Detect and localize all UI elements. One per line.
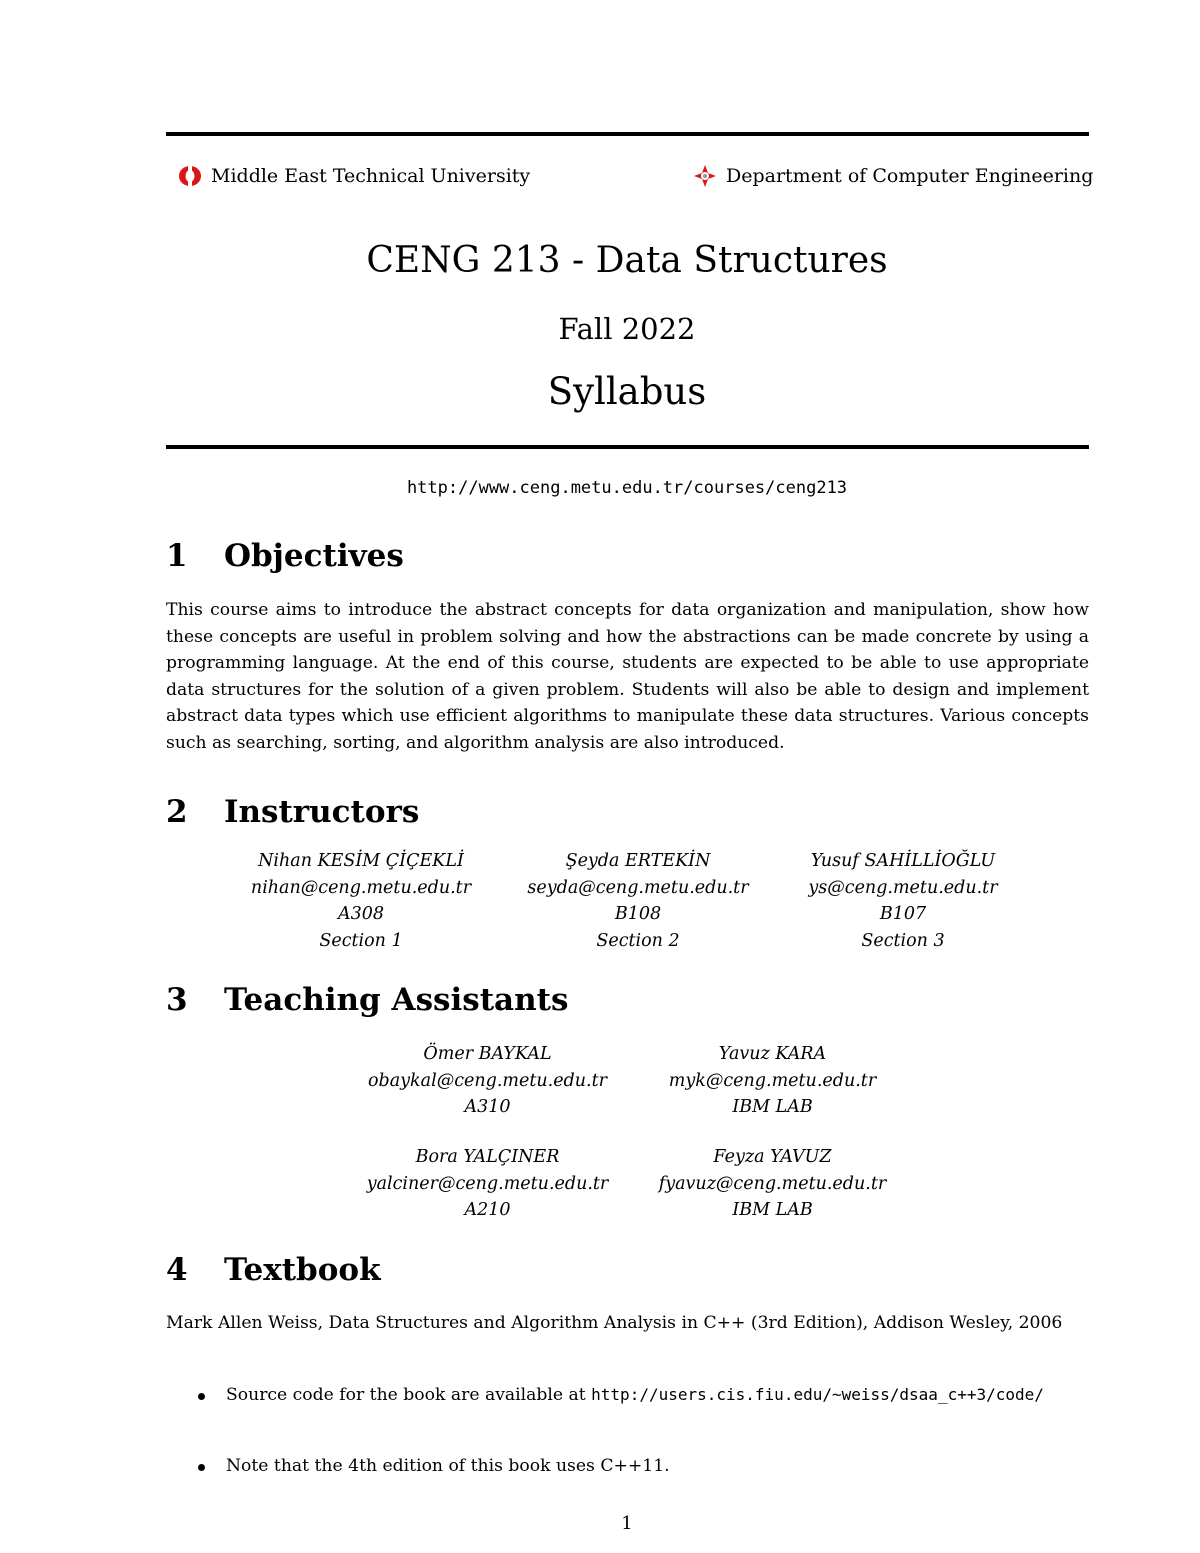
ceng-logo-icon	[692, 163, 718, 189]
instructor-section: Section 1	[319, 930, 403, 951]
university-header	[177, 163, 530, 189]
source-code-link[interactable]: http://users.cis.fiu.edu/~weiss/dsaa_c++3/code/	[591, 1385, 1044, 1404]
section-title: Textbook	[224, 1252, 381, 1288]
instructor-section: Section 2	[596, 930, 680, 951]
ta-email[interactable]: myk@ceng.metu.edu.tr	[668, 1070, 877, 1091]
instructor-email[interactable]: seyda@ceng.metu.edu.tr	[527, 877, 749, 898]
instructor-office: B107	[879, 904, 927, 925]
section-tas-heading	[166, 982, 568, 1018]
ta-office: IBM LAB	[732, 1097, 813, 1118]
ta-office: A210	[464, 1200, 511, 1221]
department-header	[692, 163, 1093, 189]
bullet-text: Note that the 4th edition of this book uses C++11.	[226, 1456, 670, 1476]
section-number: 1	[166, 538, 188, 574]
instructor-section: Section 3	[861, 930, 945, 951]
textbook-bullet-1	[198, 1382, 1089, 1409]
section-number: 3	[166, 982, 188, 1018]
ta-name: Yavuz KARA	[718, 1044, 827, 1064]
textbook-bullet-2	[198, 1453, 1089, 1480]
section-textbook-heading	[166, 1252, 381, 1288]
section-title: Teaching Assistants	[224, 982, 569, 1018]
page-number: 1	[621, 1513, 633, 1534]
ta-name: Feyza YAVUZ	[713, 1147, 832, 1167]
section-title: Objectives	[224, 538, 404, 574]
section-instructors-heading	[166, 794, 419, 830]
section-title: Instructors	[224, 794, 420, 830]
ta-4	[650, 1144, 895, 1224]
instructor-name: Şeyda ERTEKİN	[565, 851, 711, 871]
instructor-email[interactable]: nihan@ceng.metu.edu.tr	[250, 877, 472, 898]
department-name: Department of Computer Engineering	[726, 165, 1094, 187]
instructor-3	[778, 848, 1028, 954]
ta-1	[365, 1041, 610, 1121]
bottom-rule	[166, 445, 1089, 449]
university-name: Middle East Technical University	[211, 165, 531, 187]
textbook-citation: Mark Allen Weiss, Data Structures and Algorithm Analysis in C++ (3rd Edition), Addison Wesley, 2006	[166, 1313, 1063, 1333]
objectives-text: This course aims to introduce the abstract concepts for data organization and manipulation, show how these concepts are useful in problem solving and how the abstractions can be made concrete by using a programming language. At the end of this course, students are expected to be able to use appropriate data structures for the solution of a given problem. Students will also be able to design and implement abstract data types which use efficient algorithms to manipulate these data structures. Various concepts such as searching, sorting, and algorithm analysis are also introduced.	[166, 600, 1089, 753]
doc-title: Syllabus	[547, 370, 707, 413]
instructor-office: B108	[614, 904, 662, 925]
section-objectives-heading	[166, 538, 404, 574]
metu-logo-icon	[177, 163, 203, 189]
bullet-icon	[198, 1464, 205, 1471]
course-term: Fall 2022	[558, 312, 696, 346]
top-rule	[166, 132, 1089, 136]
course-title: CENG 213 - Data Structures	[366, 240, 888, 281]
instructor-office: A308	[337, 904, 385, 925]
instructor-2	[513, 848, 763, 954]
bullet-icon	[198, 1393, 205, 1400]
ta-email[interactable]: obaykal@ceng.metu.edu.tr	[368, 1070, 607, 1091]
instructor-email[interactable]: ys@ceng.metu.edu.tr	[808, 877, 998, 898]
course-url[interactable]: http://www.ceng.metu.edu.tr/courses/ceng213	[406, 478, 848, 498]
instructor-1	[236, 848, 486, 954]
ta-email[interactable]: yalciner@ceng.metu.edu.tr	[366, 1173, 609, 1194]
section-number: 4	[166, 1252, 188, 1288]
instructor-name: Nihan KESİM ÇİÇEKLİ	[258, 851, 464, 871]
instructor-name: Yusuf SAHİLLİOĞLU	[810, 851, 996, 871]
ta-office: IBM LAB	[732, 1200, 813, 1221]
bullet-text: Source code for the book are available at	[226, 1385, 592, 1405]
ta-name: Bora YALÇINER	[415, 1147, 560, 1167]
ta-name: Ömer BAYKAL	[423, 1044, 552, 1064]
ta-2	[650, 1041, 895, 1121]
section-number: 2	[166, 794, 188, 830]
ta-office: A310	[464, 1097, 511, 1118]
ta-3	[365, 1144, 610, 1224]
ta-email[interactable]: fyavuz@ceng.metu.edu.tr	[658, 1173, 887, 1194]
